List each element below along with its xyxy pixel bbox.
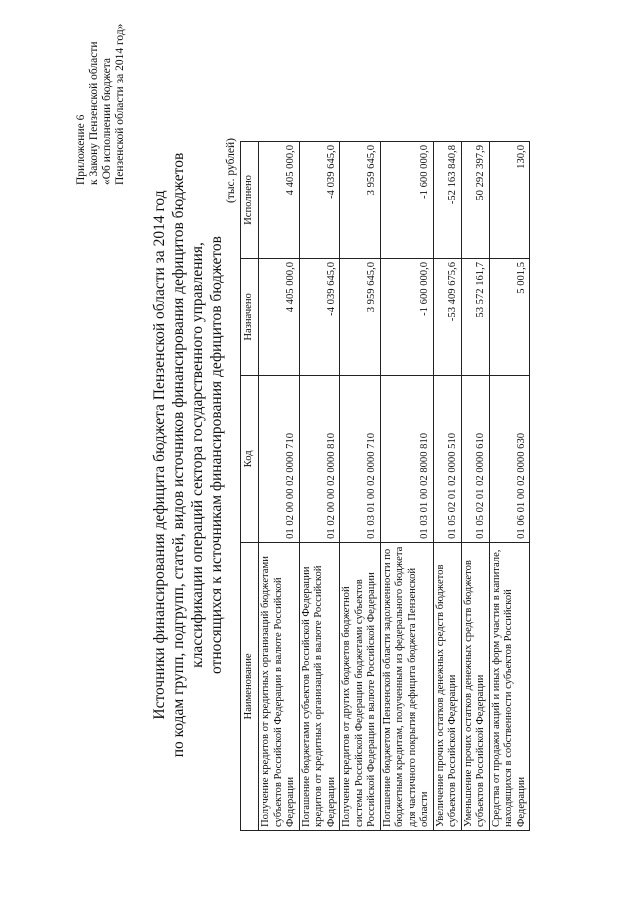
- table-row: [380, 142, 433, 831]
- row-executed: 50 292 397,9: [461, 142, 489, 259]
- table-row: [433, 142, 461, 831]
- row-code: 01 02 00 00 02 0000 810: [299, 375, 340, 542]
- row-name: Средства от продажи акций и иных форм участия в капитале, находящихся в собственности субъектов Российской Федерации: [489, 542, 530, 830]
- row-code: 01 03 01 00 02 8000 810: [380, 375, 433, 542]
- table-header-row: [241, 142, 259, 831]
- appendix-line: Приложение 6: [75, 114, 87, 185]
- row-code: 01 02 00 00 02 0000 710: [259, 375, 300, 542]
- row-planned: 5 001,5: [489, 258, 530, 375]
- appendix-line: Пензенской области за 2014 год»: [114, 23, 126, 185]
- table-row: [259, 142, 300, 831]
- table-row: [461, 142, 489, 831]
- financing-table: [240, 141, 530, 831]
- row-code: 01 05 02 01 02 0000 610: [461, 375, 489, 542]
- title-line: классификации операций сектора государственного управления,: [189, 242, 206, 668]
- row-name: Уменьшение прочих остатков денежных средств бюджетов субъектов Российской Федерации: [461, 542, 489, 830]
- unit-label: (тыс. рублей): [225, 138, 237, 204]
- row-executed: -4 039 645,0: [299, 142, 340, 259]
- title-line: относящихся к источникам финансирования дефицитов бюджетов: [208, 236, 225, 674]
- appendix-note: [75, 15, 127, 185]
- document-title: [150, 25, 226, 885]
- table-row: [299, 142, 340, 831]
- table-row: [489, 142, 530, 831]
- row-executed: 4 405 000,0: [259, 142, 300, 259]
- row-planned: -53 409 675,6: [433, 258, 461, 375]
- header-name: Наименование: [241, 542, 259, 830]
- row-planned: 4 405 000,0: [259, 258, 300, 375]
- row-planned: -4 039 645,0: [299, 258, 340, 375]
- title-line: по кодам групп, подгрупп, статей, видов источников финансирования дефицитов бюджетов: [170, 152, 187, 758]
- row-planned: 3 959 645,0: [340, 258, 381, 375]
- row-executed: 130,0: [489, 142, 530, 259]
- appendix-line: «Об исполнении бюджета: [101, 57, 113, 185]
- header-code: Код: [241, 375, 259, 542]
- row-name: Погашение бюджетами субъектов Российской Федерации кредитов от кредитных организаций в валюте Российской Федерации: [299, 542, 340, 830]
- row-code: 01 03 01 00 02 0000 710: [340, 375, 381, 542]
- row-executed: -52 163 840,8: [433, 142, 461, 259]
- row-name: Увеличение прочих остатков денежных средств бюджетов субъектов Российской Федерации: [433, 542, 461, 830]
- table-row: [340, 142, 381, 831]
- header-executed: Исполнено: [241, 142, 259, 259]
- row-name: Получение кредитов от других бюджетов бюджетной системы Российской Федерации бюджетами субъектов Российской Федерации в валюте Российской Федерации: [340, 542, 381, 830]
- title-line: Источники финансирования дефицита бюджета Пензенской области за 2014 год: [151, 190, 168, 720]
- row-executed: -1 600 000,0: [380, 142, 433, 259]
- row-code: 01 06 01 00 02 0000 630: [489, 375, 530, 542]
- row-executed: 3 959 645,0: [340, 142, 381, 259]
- row-code: 01 05 02 01 02 0000 510: [433, 375, 461, 542]
- row-planned: 53 572 161,7: [461, 258, 489, 375]
- row-planned: -1 600 000,0: [380, 258, 433, 375]
- appendix-line: к Закону Пензенской области: [88, 41, 100, 185]
- row-name: Получение кредитов от кредитных организаций бюджетами субъектов Российской Федерации в валюте Российской Федерации: [259, 542, 300, 830]
- header-planned: Назначено: [241, 258, 259, 375]
- row-name: Погашение бюджетом Пензенской области задолженности по бюджетным кредитам, полученным из федерального бюджета для частичного покрытия дефицита бюджета Пензенской области: [380, 542, 433, 830]
